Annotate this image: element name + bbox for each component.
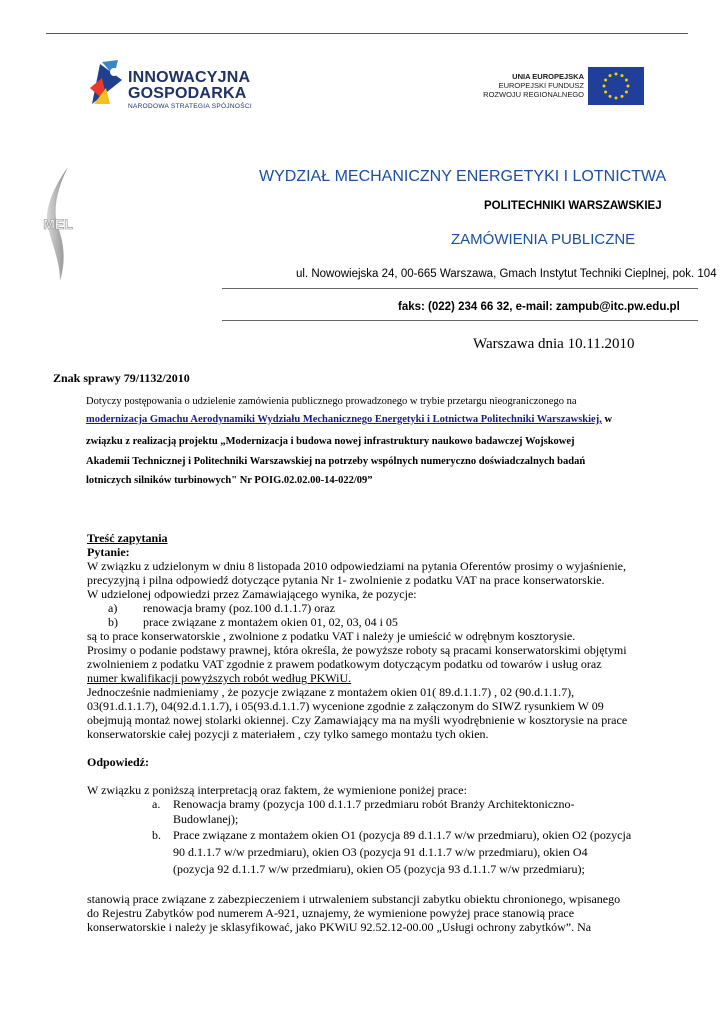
- question-line: W udzielonej odpowiedzi przez Zamawiającego wynika, że pozycje:: [87, 587, 417, 601]
- eu-flag-icon: [588, 67, 644, 105]
- question-line: obejmują montaż nowej stolarki okiennej. Czy Zamawiający ma na myśli wyodrębnienie w kosztorysie na prace: [87, 713, 628, 727]
- intro-line5: lotniczych silników turbinowych" Nr POIG.02.02.00-14-022/09”: [86, 475, 373, 486]
- list-item-cont: 90 d.1.1.7 w/w przedmiaru), okien O3 (pozycja 91 d.1.1.7 w/w przedmiaru), okien O4: [173, 845, 588, 859]
- intro-line2-tail: w: [601, 414, 613, 425]
- intro-line4: Akademii Technicznej i Politechniki Warszawskiej na potrzeby wspólnych numeryczno doświadczalnych badań: [86, 456, 586, 467]
- eu-line1: UNIA EUROPEJSKA: [512, 72, 584, 81]
- question-line: konserwatorskie całej pozycji z materiałem , czy tylko samego montażu tych okien.: [87, 727, 489, 741]
- section-title: ZAMÓWIENIA PUBLICZNE: [451, 231, 636, 248]
- top-rule: [46, 33, 688, 34]
- list-item: renowacja bramy (poz.100 d.1.1.7) oraz: [143, 601, 335, 615]
- question-line: zwolnieniem z podatku VAT zgodnie z prawem podatkowym dotyczącym podatku od towarów i usług oraz: [87, 657, 602, 671]
- question-line: W związku z udzielonym w dniu 8 listopada 2010 odpowiedziami na pytania Oferentów prosimy o wyjaśnienie,: [87, 559, 626, 573]
- intro-line1: Dotyczy postępowania o udzielenie zamówienia publicznego prowadzonego w trybie przetargu nieograniczonego na: [86, 396, 577, 407]
- answer-intro: W związku z poniższą interpretacją oraz faktem, że wymienione poniżej prace:: [87, 783, 467, 797]
- question-label: Pytanie:: [87, 545, 130, 559]
- address: ul. Nowowiejska 24, 00-665 Warszawa, Gmach Instytut Techniki Cieplnej, pok. 104: [296, 268, 717, 280]
- answer-label: Odpowiedź:: [87, 755, 150, 769]
- eu-line2: EUROPEJSKI FUNDUSZ: [498, 81, 584, 90]
- list-marker: b.: [152, 828, 161, 842]
- intro-line2: [86, 414, 686, 425]
- department-title: WYDZIAŁ MECHANICZNY ENERGETYKI I LOTNICTWA: [259, 168, 667, 185]
- innowacyjna-gospodarka-logo-icon: [88, 58, 126, 106]
- question-underlined-line: numer kwalifikacji powyższych robót według PKWiU.: [87, 671, 352, 685]
- eu-line3: ROZWOJU REGIONALNEGO: [483, 90, 584, 99]
- question-line: Jednocześnie nadmieniamy , że pozycje związane z montażem okien 01( 89.d.1.1.7) , 02 (90.d.1.1.7),: [87, 685, 575, 699]
- eu-logo-text: [478, 72, 584, 99]
- intro-line3: związku z realizacją projektu „Modernizacja i budowa nowej infrastruktury naukowo badawczej Wojskowej: [86, 436, 575, 447]
- mel-logo-text: MEL: [43, 216, 73, 232]
- list-marker: b): [108, 615, 118, 629]
- question-line: są to prace konserwatorskie , zwolnione z podatku VAT i należy je umieścić w odrębnym kosztorysie.: [87, 629, 576, 643]
- ig-line2: GOSPODARKA: [128, 85, 247, 102]
- list-marker: a): [108, 601, 118, 615]
- header-divider-bottom: [222, 320, 698, 321]
- answer-closing-line: stanowią prace związane z zabezpieczeniem i utrwaleniem substancji zabytku obiektu chronionego, wpisanego: [87, 892, 621, 906]
- answer-closing-line: do Rejestru Zabytków pod numerem A-921, uznajemy, że wymienione powyżej prace stanowią prace: [87, 906, 575, 920]
- question-line: precyzyjną i pilna odpowiedź dotyczące pytania Nr 1- zwolnienie z podatku VAT na prace konserwatorskie.: [87, 573, 605, 587]
- answer-closing-line: konserwatorskie i należy je sklasyfikować, jako PKWiU 92.52.12-00.00 „Usługi ochrony zabytków”. Na: [87, 920, 592, 934]
- question-line: Prosimy o podanie podstawy prawnej, która określa, że powyższe roboty są pracami konserwatorskimi objętymi: [87, 643, 627, 657]
- list-item-cont: (pozycja 92 d.1.1.7 w/w przedmiaru), okien O5 (pozycja 93 d.1.1.7 w/w przedmiaru);: [173, 862, 585, 876]
- department-subtitle: POLITECHNIKI WARSZAWSKIEJ: [484, 200, 662, 212]
- list-item: prace związane z montażem okien 01, 02, 03, 04 i 05: [143, 615, 398, 629]
- list-item: Renowacja bramy (pozycja 100 d.1.1.7 przedmiaru robót Branży Architektoniczno-: [173, 797, 575, 811]
- project-link[interactable]: modernizacja Gmachu Aerodynamiki Wydziału Mechanicznego Energetyki i Lotnictwa Politechniki Warszawskiej,: [86, 414, 602, 425]
- ig-line3: NARODOWA STRATEGIA SPÓJNOŚCI: [128, 103, 252, 110]
- list-item-cont: Budowlanej);: [173, 812, 239, 826]
- question-line: 03(91.d.1.1.7), 04(92.d.1.1.7), i 05(93.d.1.1.7) wycenione zgodnie z załączonym do SIWZ rysunkiem W 09: [87, 699, 604, 713]
- list-item: Prace związane z montażem okien O1 (pozycja 89 d.1.1.7 w/w przedmiaru), okien O2 (pozycja: [173, 828, 632, 842]
- ig-line1: INNOWACYJNA: [128, 69, 251, 86]
- question-heading: Treść zapytania: [87, 531, 168, 545]
- case-number: Znak sprawy 79/1132/2010: [53, 371, 190, 385]
- header-divider: [222, 288, 698, 289]
- contact-line: faks: (022) 234 66 32, e-mail: zampub@itc.pw.edu.pl: [398, 301, 680, 313]
- mel-logo-icon: [38, 165, 82, 283]
- document-date: Warszawa dnia 10.11.2010: [473, 336, 635, 352]
- list-marker: a.: [152, 797, 161, 811]
- innowacyjna-gospodarka-text: [128, 70, 252, 110]
